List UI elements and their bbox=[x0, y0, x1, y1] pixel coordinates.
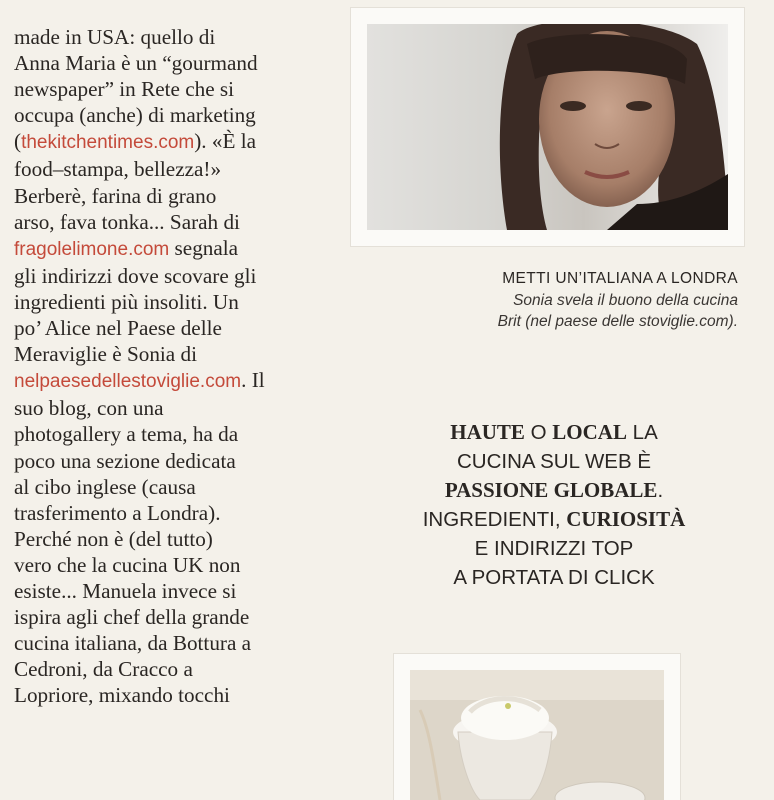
pull-text: LA bbox=[626, 421, 658, 444]
article-line: Perché non è (del tutto) bbox=[14, 526, 213, 551]
line-tail: segnala bbox=[169, 235, 239, 260]
article-line: ispira agli chef della grande bbox=[14, 605, 250, 630]
pull-quote-line: CUCINA SUL WEB È bbox=[456, 450, 652, 473]
pull-emph: HAUTE bbox=[450, 420, 525, 444]
food-photo bbox=[410, 670, 664, 800]
article-line: po’ Alice nel Paese delle bbox=[14, 316, 222, 341]
food-photo-frame bbox=[394, 654, 680, 800]
article-line bbox=[14, 128, 334, 156]
article-line: ingredienti più insoliti. Un bbox=[14, 289, 239, 314]
article-line: newspaper” in Rete che si bbox=[14, 77, 235, 102]
article-line: suo blog, con una bbox=[14, 396, 164, 421]
pull-quote-line bbox=[395, 505, 713, 534]
pull-quote-line: E INDIRIZZI TOP bbox=[474, 537, 634, 560]
pull-quote-line bbox=[395, 418, 713, 447]
portrait-photo-frame bbox=[351, 8, 744, 246]
link-nelpaesedellestoviglie[interactable]: nelpaesedellestoviglie.com bbox=[14, 371, 242, 393]
portrait-illustration bbox=[367, 24, 728, 230]
article-line bbox=[14, 367, 334, 395]
article-line: al cibo inglese (causa bbox=[14, 474, 196, 499]
paren-open: ( bbox=[14, 129, 22, 154]
article-line: Anna Maria è un “gourmand bbox=[14, 51, 258, 76]
article-line: vero che la cucina UK non bbox=[14, 552, 241, 577]
article-line: poco una sezione dedicata bbox=[14, 448, 236, 473]
article-line bbox=[14, 235, 334, 263]
article-line: gli indirizzi dove scovare gli bbox=[14, 263, 257, 288]
pull-emph: LOCAL bbox=[552, 420, 627, 444]
food-illustration bbox=[410, 670, 664, 800]
article-line: Meraviglie è Sonia di bbox=[14, 342, 197, 367]
pull-text: O bbox=[524, 421, 553, 444]
article-line: Berberè, farina di grano bbox=[14, 183, 217, 208]
article-line: occupa (anche) di marketing bbox=[14, 103, 256, 128]
caption-line: Sonia svela il buono della cucina bbox=[513, 292, 738, 309]
photo-caption bbox=[360, 268, 738, 332]
line-tail: ). «È la bbox=[194, 129, 257, 154]
article-line: esiste... Manuela invece si bbox=[14, 578, 237, 603]
article-line: Lopriore, mixando tocchi bbox=[14, 683, 230, 708]
article-line: made in USA: quello di bbox=[14, 25, 216, 49]
caption-title: METTI UN’ITALIANA A LONDRA bbox=[502, 270, 738, 287]
pull-emph: PASSIONE GLOBALE bbox=[444, 478, 658, 502]
article-body-column bbox=[14, 24, 334, 708]
portrait-photo bbox=[367, 24, 728, 230]
article-line: trasferimento a Londra). bbox=[14, 500, 221, 525]
article-line: cucina italiana, da Bottura a bbox=[14, 631, 252, 656]
article-line: Cedroni, da Cracco a bbox=[14, 657, 193, 682]
link-thekitchentimes[interactable]: thekitchentimes.com bbox=[21, 132, 195, 154]
article-line: photogallery a tema, ha da bbox=[14, 422, 239, 447]
pull-quote-line bbox=[395, 476, 713, 505]
pull-quote-line: A PORTATA DI CLICK bbox=[453, 566, 655, 589]
link-fragolelimone[interactable]: fragolelimone.com bbox=[14, 238, 170, 260]
caption-line: Brit (nel paese delle stoviglie.com). bbox=[497, 313, 738, 330]
pull-quote bbox=[395, 418, 713, 592]
pull-text: . bbox=[657, 479, 664, 502]
article-line: food–stampa, bellezza!» bbox=[14, 157, 222, 182]
line-tail: . Il bbox=[241, 368, 265, 393]
pull-emph: CURIOSITÀ bbox=[566, 507, 686, 531]
pull-text: INGREDIENTI, bbox=[422, 508, 567, 531]
article-line: arso, fava tonka... Sarah di bbox=[14, 209, 240, 234]
